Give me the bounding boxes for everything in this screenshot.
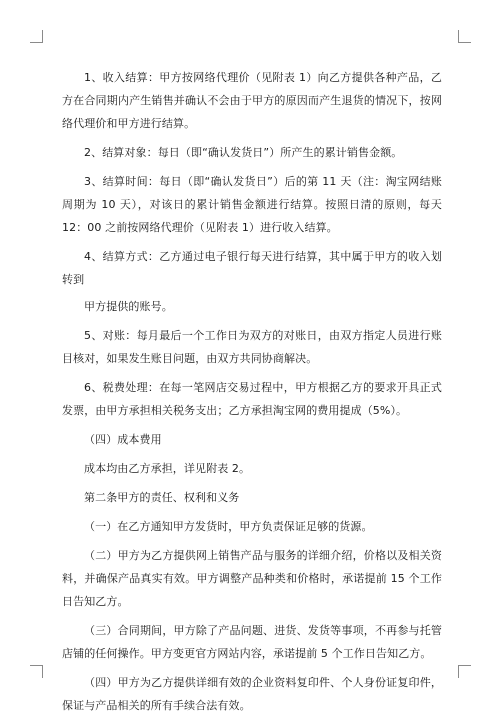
paragraph-duty-2: （二）甲方为乙方提供网上销售产品与服务的详细介绍，价格以及相关资料，并确保产品真实有效。甲方调整产品种类和价格时，承诺提前 15 个工作日告知乙方。: [62, 549, 442, 608]
paragraph-settlement-method-cont: 甲方提供的账号。: [84, 300, 173, 313]
heading-article-two: 第二条甲方的责任、权利和义务: [84, 491, 240, 504]
paragraph-settlement-object: 2、结算对象：每日（即“确认发货日”）所产生的累计销售金额。: [84, 146, 403, 159]
crop-mark-bottom-right: [458, 665, 471, 678]
paragraph-settlement-time: 3、结算时间：每日（即“确认发货日”）后的第 11 天（注：淘宝网结账周期为 10 天），对该日的累计销售金额进行结算。按照日清的原则，每天 12：00 之前按网络代理价（见附表 1）进行收入结算。: [62, 175, 442, 234]
paragraph-duty-1: （一）在乙方通知甲方发货时，甲方负责保证足够的货源。: [84, 520, 373, 533]
paragraph-tax-handling: 6、税费处理：在每一笔网店交易过程中，甲方根据乙方的要求开具正式发票，由甲方承担相关税务支出；乙方承担淘宝网的费用提成（5%）。: [62, 381, 442, 417]
paragraph-duty-3: （三）合同期间，甲方除了产品问题、进货、发货等事项，不再参与托管店铺的任何操作。甲方变更官方网站内容，承诺提前 5 个工作日告知乙方。: [62, 624, 442, 660]
paragraph-cost-bearer: 成本均由乙方承担，详见附表 2。: [84, 462, 251, 475]
paragraph-settlement-method: 4、结算方式：乙方通过电子银行每天进行结算，其中属于甲方的收入划转到: [62, 250, 442, 286]
heading-cost: （四）成本费用: [84, 433, 162, 446]
paragraph-duty-4: （四）甲方为乙方提供详细有效的企业资料复印件、个人身份证复印件，保证与产品相关的所有手续合法有效。: [62, 676, 442, 712]
document-body: [62, 66, 442, 723]
crop-mark-bottom-left: [30, 665, 43, 678]
paragraph-income-settlement: 1、收入结算：甲方按网络代理价（见附表 1）向乙方提供各种产品，乙方在合同期内产生销售并确认不会由于甲方的原因而产生退货的情况下，按网络代理价和甲方进行结算。: [62, 71, 442, 130]
crop-mark-top-right: [458, 30, 471, 43]
paragraph-reconciliation: 5、对账：每月最后一个工作日为双方的对账日，由双方指定人员进行账目核对，如果发生账目问题，由双方共同协商解决。: [62, 329, 442, 365]
crop-mark-top-left: [30, 30, 43, 43]
